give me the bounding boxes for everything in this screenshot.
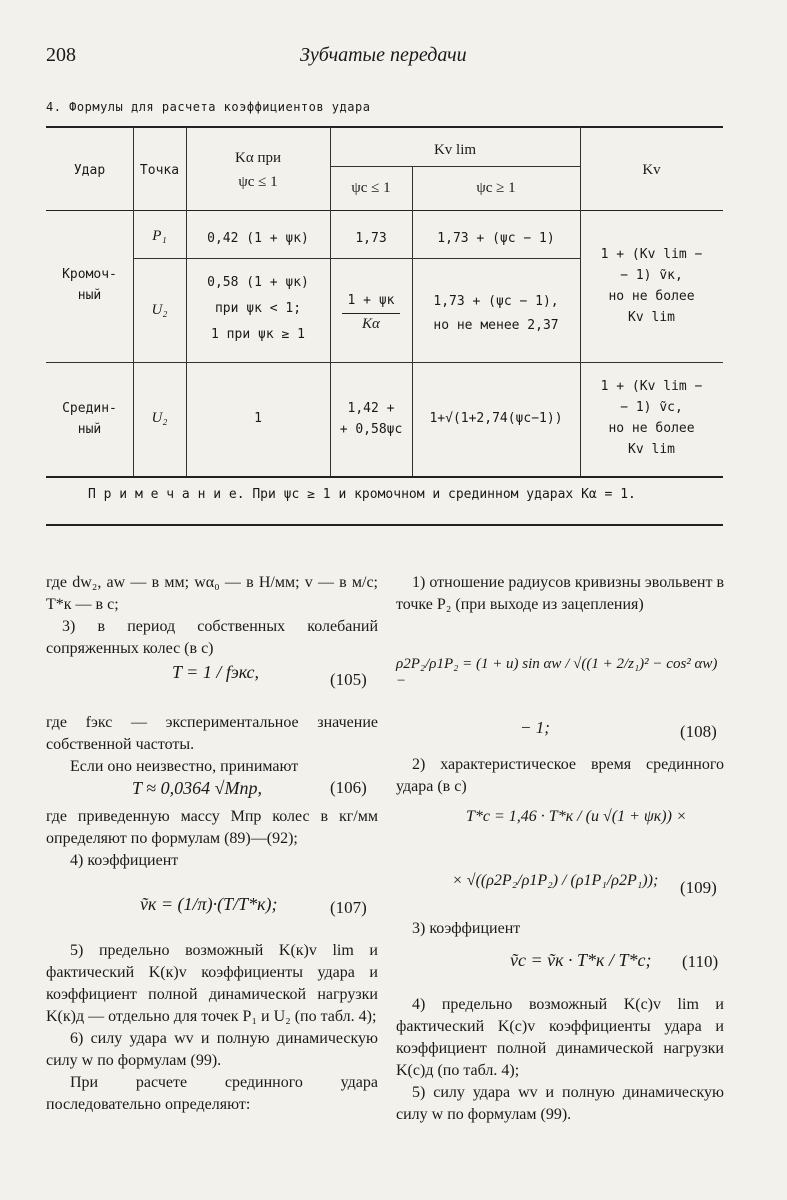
cell-edge-u2-lim-b: 1,73 + (ψc − 1), но не менее 2,37: [433, 294, 559, 333]
paragraph-mass: где приведенную массу Mпр колес в кг/мм определяют по формулам (89)—(92);: [46, 808, 378, 847]
cell-mid-point: U₂: [151, 410, 168, 426]
table-note: П р и м е ч а н и е. При ψc ≥ 1 и кромочном и срединном ударах Kα = 1.: [88, 487, 636, 502]
paragraph-units: где dw₂, aw — в мм; wα₀ — в Н/мм; v — в м/с; T*к — в с;: [46, 574, 378, 613]
table-caption: 4. Формулы для расчета коэффициентов удара: [46, 100, 371, 114]
paragraph-step4-mid: 4) предельно возможный K(c)v lim и фактический K(c)v коэффициенты удара и коэффициент полной динамической нагрузки K(c)д (по табл. 4);: [396, 996, 724, 1079]
cell-edge-p1-point: P₁: [152, 228, 167, 244]
formula-107: ṽк = (1/π)·(T/T*к);: [140, 894, 278, 914]
header-kv-lim: Kv lim: [433, 142, 477, 158]
eqn-number-107: (107): [330, 898, 367, 917]
cell-mid-lim-a: 1,42 + + 0,58ψc: [339, 401, 403, 437]
cell-edge-u2-lim-a-num: 1 + ψк: [347, 293, 395, 308]
header-point: Точка: [139, 163, 180, 178]
header-impact: Удар: [73, 163, 106, 178]
note-bottom-rule: [46, 524, 723, 526]
cell-edge-u2-lim-a-den: Kα: [362, 316, 380, 332]
paragraph-mid-impact: При расчете срединного удара последовательно определяют:: [46, 1074, 378, 1113]
eqn-number-105: (105): [330, 670, 367, 689]
paragraph-char-time: 2) характеристическое время срединного удара (в с): [396, 756, 724, 795]
cell-mid-kv: 1 + (Kv lim − − 1) ṽc, но не более Kv lim: [600, 379, 703, 457]
table-header-rule: [46, 210, 723, 211]
header-kalpha: Kα при: [235, 150, 281, 166]
paragraph-step4: 4) коэффициент: [70, 852, 179, 869]
formula-109b: × √((ρ2P₂/ρ1P₂) / (ρ1P₁/ρ2P₁));: [452, 872, 659, 889]
cell-edge-u2-kalpha: 0,58 (1 + ψк) при ψк < 1; 1 при ψк ≥ 1: [207, 275, 309, 342]
paragraph-step5: 5) предельно возможный K(к)v lim и фактический K(к)v коэффициенты удара и коэффициент полной динамической нагрузки K(к)д — отдельно для точек P₁ и U₂ (по табл. 4);: [46, 942, 378, 1025]
row-label-edge: Кромоч- ный: [62, 267, 117, 303]
row-divider-edge: [46, 362, 723, 363]
eqn-number-109: (109): [680, 878, 717, 897]
paragraph-coef: 3) коэффициент: [412, 920, 521, 937]
row-divider-p1: [133, 258, 580, 259]
left-column-top: [46, 572, 378, 660]
right-column-bottom: [396, 994, 724, 1126]
cell-edge-kv: 1 + (Kv lim − − 1) ṽк, но не более Kv lim: [600, 247, 703, 325]
paragraph-step3: 3) в период собственных колебаний сопряженных колес (в с): [46, 618, 378, 657]
table-top-rule: [46, 126, 723, 128]
page-number: 208: [46, 44, 76, 66]
kv-lim-subheader-line: [330, 166, 580, 167]
left-column-mass: [46, 806, 378, 872]
header-kalpha-cond: ψc ≤ 1: [238, 174, 278, 190]
cell-edge-p1-kalpha: 0,42 (1 + ψк): [207, 231, 309, 246]
paragraph-step5-mid: 5) силу удара wv и полную динамическую силу w по формулам (99).: [396, 1084, 724, 1123]
header-kv-lim-a: ψc ≤ 1: [351, 180, 391, 196]
paragraph-unknown: Если оно неизвестно, принимают: [70, 758, 299, 775]
header-kv-lim-b: ψc ≥ 1: [476, 180, 516, 196]
formula-105: T = 1 / fэкс,: [172, 662, 259, 682]
formula-109a: T*c = 1,46 · T*к / (u √(1 + ψк)) ×: [466, 808, 687, 825]
right-column-coef: [412, 918, 724, 940]
cell-edge-p1-lim-a: 1,73: [355, 231, 387, 246]
formula-108-tail: − 1;: [520, 718, 550, 737]
formula-108: ρ2P₂/ρ1P₂ = (1 + u) sin αw / √((1 + 2/z₁)² − cos² αw) −: [396, 656, 718, 689]
paragraph-step6: 6) силу удара wv и полную динамическую силу w по формулам (99).: [46, 1030, 378, 1069]
cell-edge-u2-point: U₂: [151, 302, 168, 318]
row-label-mid: Средин- ный: [62, 401, 117, 437]
paragraph-ratio: 1) отношение радиусов кривизны эвольвент в точке P₂ (при выходе из зацепления): [396, 574, 724, 613]
left-column-bottom: [46, 940, 378, 1116]
running-title: Зубчатые передачи: [300, 44, 467, 66]
paragraph-fexp: где fэкс — экспериментальное значение собственной частоты.: [46, 714, 378, 753]
eqn-number-110: (110): [682, 952, 719, 971]
eqn-number-106: (106): [330, 778, 367, 797]
formula-106: T ≈ 0,0364 √Mпр,: [132, 778, 262, 798]
header-kv: Kv: [642, 162, 661, 178]
cell-mid-lim-b: 1+√(1+2,74(ψc−1)): [429, 411, 563, 426]
cell-mid-kalpha: 1: [254, 411, 262, 426]
right-column-top: [396, 572, 724, 616]
right-column-char-time: [396, 754, 724, 798]
eqn-number-108: (108): [680, 722, 717, 741]
table-bottom-rule: [46, 476, 723, 478]
left-column-mid: [46, 712, 378, 778]
cell-edge-p1-lim-b: 1,73 + (ψc − 1): [437, 231, 555, 246]
formula-110: ṽc = ṽк · T*к / T*c;: [510, 950, 652, 970]
